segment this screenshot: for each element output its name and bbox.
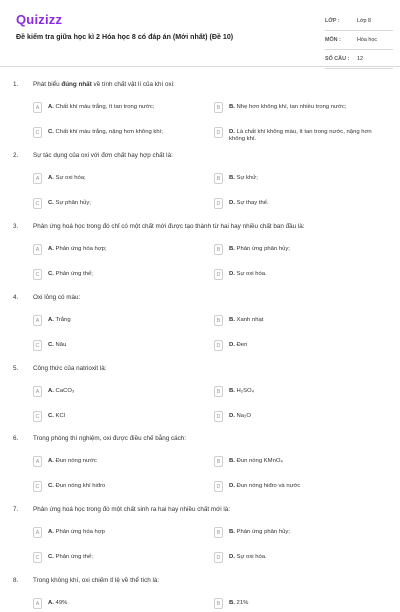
answer-option-d[interactable] [214, 127, 389, 141]
option-letter-box: B [214, 315, 223, 326]
option-body: Phản ứng phân hủy; [236, 529, 290, 535]
answer-option-a[interactable] [33, 456, 203, 470]
option-text [48, 340, 66, 349]
question-text [33, 152, 173, 159]
question-text [33, 577, 159, 584]
question-number: 8. [13, 577, 19, 584]
option-label: D. [229, 413, 235, 419]
option-body: Phản ứng phân hủy; [236, 246, 290, 252]
answer-option-a[interactable] [33, 598, 203, 612]
option-text [48, 527, 105, 536]
quizizz-logo: Quizizz [16, 12, 63, 27]
option-body: Sự khử; [236, 175, 258, 181]
option-label: D. [229, 554, 235, 560]
answer-option-b[interactable] [214, 456, 389, 470]
question-text-part: Phát biểu [33, 81, 62, 88]
answer-option-a[interactable] [33, 244, 203, 258]
option-letter-box: A [33, 386, 42, 397]
option-text [48, 198, 91, 207]
option-body: Nâu [55, 342, 67, 348]
question-text-part: Trong không khí, oxi chiếm tỉ lệ về thể tích là: [33, 577, 160, 584]
option-text [229, 340, 247, 349]
option-text [229, 527, 290, 536]
meta-key: LỚP : [325, 18, 340, 24]
answer-option-b[interactable] [214, 173, 389, 187]
question-number: 3. [13, 223, 19, 230]
option-letter-box: C [33, 198, 42, 209]
option-label: D. [229, 129, 235, 135]
worksheet-header [0, 0, 400, 67]
option-body: Phản ứng thế; [55, 271, 93, 277]
option-label: A. [48, 175, 54, 181]
option-body: Đun nóng hiđro và nước [236, 483, 301, 489]
question-text-part: Phản ứng hoá học trong đó một chất sinh ra hai hay nhiều chất mới là: [33, 506, 231, 513]
answer-option-d[interactable] [214, 411, 389, 425]
option-text [229, 173, 258, 182]
option-letter-box: B [214, 456, 223, 467]
answer-option-d[interactable] [214, 340, 389, 354]
option-label: D. [229, 483, 235, 489]
option-label: B. [229, 458, 235, 464]
answer-option-c[interactable] [33, 481, 203, 495]
question-text-emphasis: đúng nhất [61, 81, 92, 88]
question-text-part: Trong phòng thí nghiệm, oxi được điều chế bằng cách: [33, 435, 187, 442]
option-text [229, 456, 283, 465]
option-letter-box: D [214, 552, 223, 563]
option-body: 21% [236, 600, 249, 606]
option-letter-box: A [33, 244, 42, 255]
option-label: C. [48, 200, 54, 206]
question-text [33, 506, 230, 513]
option-text [229, 598, 248, 607]
meta-key: SỐ CÂU : [325, 56, 350, 62]
question-text [33, 81, 175, 88]
option-text [48, 173, 86, 182]
option-body: Na₂O [236, 413, 251, 419]
option-body: Xanh nhạt [236, 317, 264, 323]
meta-row-count [325, 50, 393, 69]
option-label: C. [48, 129, 54, 135]
option-label: C. [48, 342, 54, 348]
option-text [229, 102, 346, 111]
option-label: B. [229, 600, 235, 606]
option-text [229, 244, 290, 253]
question-number: 1. [13, 81, 19, 88]
answer-option-b[interactable] [214, 527, 389, 541]
option-body: Đun nóng nước [55, 458, 97, 464]
answer-option-c[interactable] [33, 552, 203, 566]
option-letter-box: A [33, 173, 42, 184]
meta-value: Lớp 8 [357, 18, 372, 24]
option-text [48, 269, 93, 278]
option-letter-box: A [33, 315, 42, 326]
option-body: Đun nóng khí hiđro [55, 483, 106, 489]
option-letter-box: C [33, 552, 42, 563]
option-letter-box: C [33, 481, 42, 492]
question-number: 7. [13, 506, 19, 513]
answer-option-d[interactable] [214, 269, 389, 283]
option-text [229, 481, 300, 490]
meta-key: MÔN : [325, 37, 341, 43]
question-text [33, 365, 107, 372]
option-label: A. [48, 317, 54, 323]
answer-option-c[interactable] [33, 269, 203, 283]
option-body: Phản ứng hóa hợp [55, 529, 105, 535]
answer-option-a[interactable] [33, 102, 203, 116]
answer-option-d[interactable] [214, 481, 389, 495]
meta-table [325, 12, 393, 69]
option-letter-box: B [214, 527, 223, 538]
option-body: Phản ứng hóa hợp; [55, 246, 107, 252]
meta-value: Hóa học [357, 37, 378, 43]
option-label: D. [229, 200, 235, 206]
option-body: Sự oxi hóa; [55, 175, 86, 181]
question-text-part: Phản ứng hoá học trong đó chỉ có một chất mới được tạo thành từ hai hay nhiều chất ban đầu là: [33, 223, 305, 230]
option-letter-box: A [33, 598, 42, 609]
option-letter-box: D [214, 269, 223, 280]
answer-option-d[interactable] [214, 198, 389, 212]
option-letter-box: B [214, 173, 223, 184]
worksheet-title: Đề kiểm tra giữa học kì 2 Hóa học 8 có đáp án (Mới nhất) (Đề 10) [16, 33, 234, 41]
answer-option-b[interactable] [214, 244, 389, 258]
option-text [48, 456, 97, 465]
answer-option-b[interactable] [214, 386, 389, 400]
option-letter-box: C [33, 411, 42, 422]
meta-row-subject [325, 31, 393, 50]
option-text [229, 198, 269, 207]
option-letter-box: A [33, 456, 42, 467]
option-letter-box: C [33, 269, 42, 280]
option-text [229, 127, 389, 143]
question-text-part: Oxi lỏng có màu: [33, 294, 81, 301]
answer-option-a[interactable] [33, 386, 203, 400]
question-number: 4. [13, 294, 19, 301]
question-number: 5. [13, 365, 19, 372]
option-text [48, 127, 163, 136]
question-text-part: Sự tác dụng của oxi với đơn chất hay hợp chất là: [33, 152, 173, 159]
answer-option-b[interactable] [214, 315, 389, 329]
answer-option-a[interactable] [33, 527, 203, 541]
answer-option-c[interactable] [33, 127, 203, 141]
option-text [48, 315, 71, 324]
option-body: Là chất khí không màu, ít tan trong nước, nặng hơn không khí. [229, 129, 372, 142]
answer-option-b[interactable] [214, 598, 389, 612]
option-body: Sự phân hủy; [55, 200, 91, 206]
option-label: C. [48, 554, 54, 560]
question-text-part: Công thức của natrioxit là: [33, 365, 107, 372]
answer-option-c[interactable] [33, 411, 203, 425]
option-body: Sự thay thế. [236, 200, 269, 206]
answer-option-b[interactable] [214, 102, 389, 116]
option-body: KCl [55, 413, 66, 419]
option-text [48, 244, 107, 253]
option-body: Chất khí màu trắng, ít tan trong nước; [55, 104, 155, 110]
option-letter-box: B [214, 244, 223, 255]
option-label: D. [229, 342, 235, 348]
option-letter-box: B [214, 386, 223, 397]
option-label: A. [48, 529, 54, 535]
option-body: Nhẹ hơn không khí, tan nhiều trong nước; [236, 104, 347, 110]
option-body: Sự oxi hóa. [236, 271, 267, 277]
option-letter-box: C [33, 340, 42, 351]
option-text [229, 552, 267, 561]
option-body: H₂SO₄ [236, 388, 255, 394]
option-body: CaCO₃ [55, 388, 75, 394]
answer-option-a[interactable] [33, 173, 203, 187]
option-label: A. [48, 458, 54, 464]
option-text [48, 386, 74, 395]
option-text [48, 481, 105, 490]
option-text [229, 386, 254, 395]
option-letter-box: B [214, 598, 223, 609]
answer-option-a[interactable] [33, 315, 203, 329]
option-letter-box: D [214, 340, 223, 351]
option-label: B. [229, 175, 235, 181]
answer-option-c[interactable] [33, 198, 203, 212]
option-letter-box: D [214, 127, 223, 138]
option-text [48, 598, 67, 607]
option-label: B. [229, 104, 235, 110]
meta-row-class [325, 12, 393, 31]
option-text [48, 102, 154, 111]
option-text [229, 315, 263, 324]
option-label: C. [48, 271, 54, 277]
option-body: Đen [236, 342, 248, 348]
option-label: B. [229, 529, 235, 535]
option-letter-box: C [33, 127, 42, 138]
option-letter-box: D [214, 481, 223, 492]
option-label: D. [229, 271, 235, 277]
answer-option-c[interactable] [33, 340, 203, 354]
option-letter-box: A [33, 102, 42, 113]
option-label: B. [229, 388, 235, 394]
option-text [229, 411, 251, 420]
option-letter-box: D [214, 198, 223, 209]
question-number: 6. [13, 435, 19, 442]
option-letter-box: D [214, 411, 223, 422]
option-body: Chất khí màu trắng, nặng hơn không khí; [55, 129, 163, 135]
option-text [229, 269, 267, 278]
option-body: Sự oxi hóa. [236, 554, 267, 560]
option-label: B. [229, 317, 235, 323]
answer-option-d[interactable] [214, 552, 389, 566]
option-letter-box: B [214, 102, 223, 113]
option-body: Trắng [55, 317, 71, 323]
option-label: A. [48, 104, 54, 110]
option-label: B. [229, 246, 235, 252]
option-body: Đun nóng KMnO₄ [236, 458, 283, 464]
question-number: 2. [13, 152, 19, 159]
option-label: C. [48, 413, 54, 419]
question-text-part: về tính chất vật lí của khí oxi: [91, 81, 175, 88]
question-text [33, 294, 80, 301]
question-text [33, 223, 305, 230]
option-body: Phản ứng thế; [55, 554, 93, 560]
option-text [48, 552, 93, 561]
option-body: 49% [55, 600, 68, 606]
option-letter-box: A [33, 527, 42, 538]
option-label: C. [48, 483, 54, 489]
option-label: A. [48, 246, 54, 252]
question-text [33, 435, 186, 442]
option-text [48, 411, 65, 420]
option-label: A. [48, 388, 54, 394]
meta-value: 12 [357, 56, 363, 62]
option-label: A. [48, 600, 54, 606]
